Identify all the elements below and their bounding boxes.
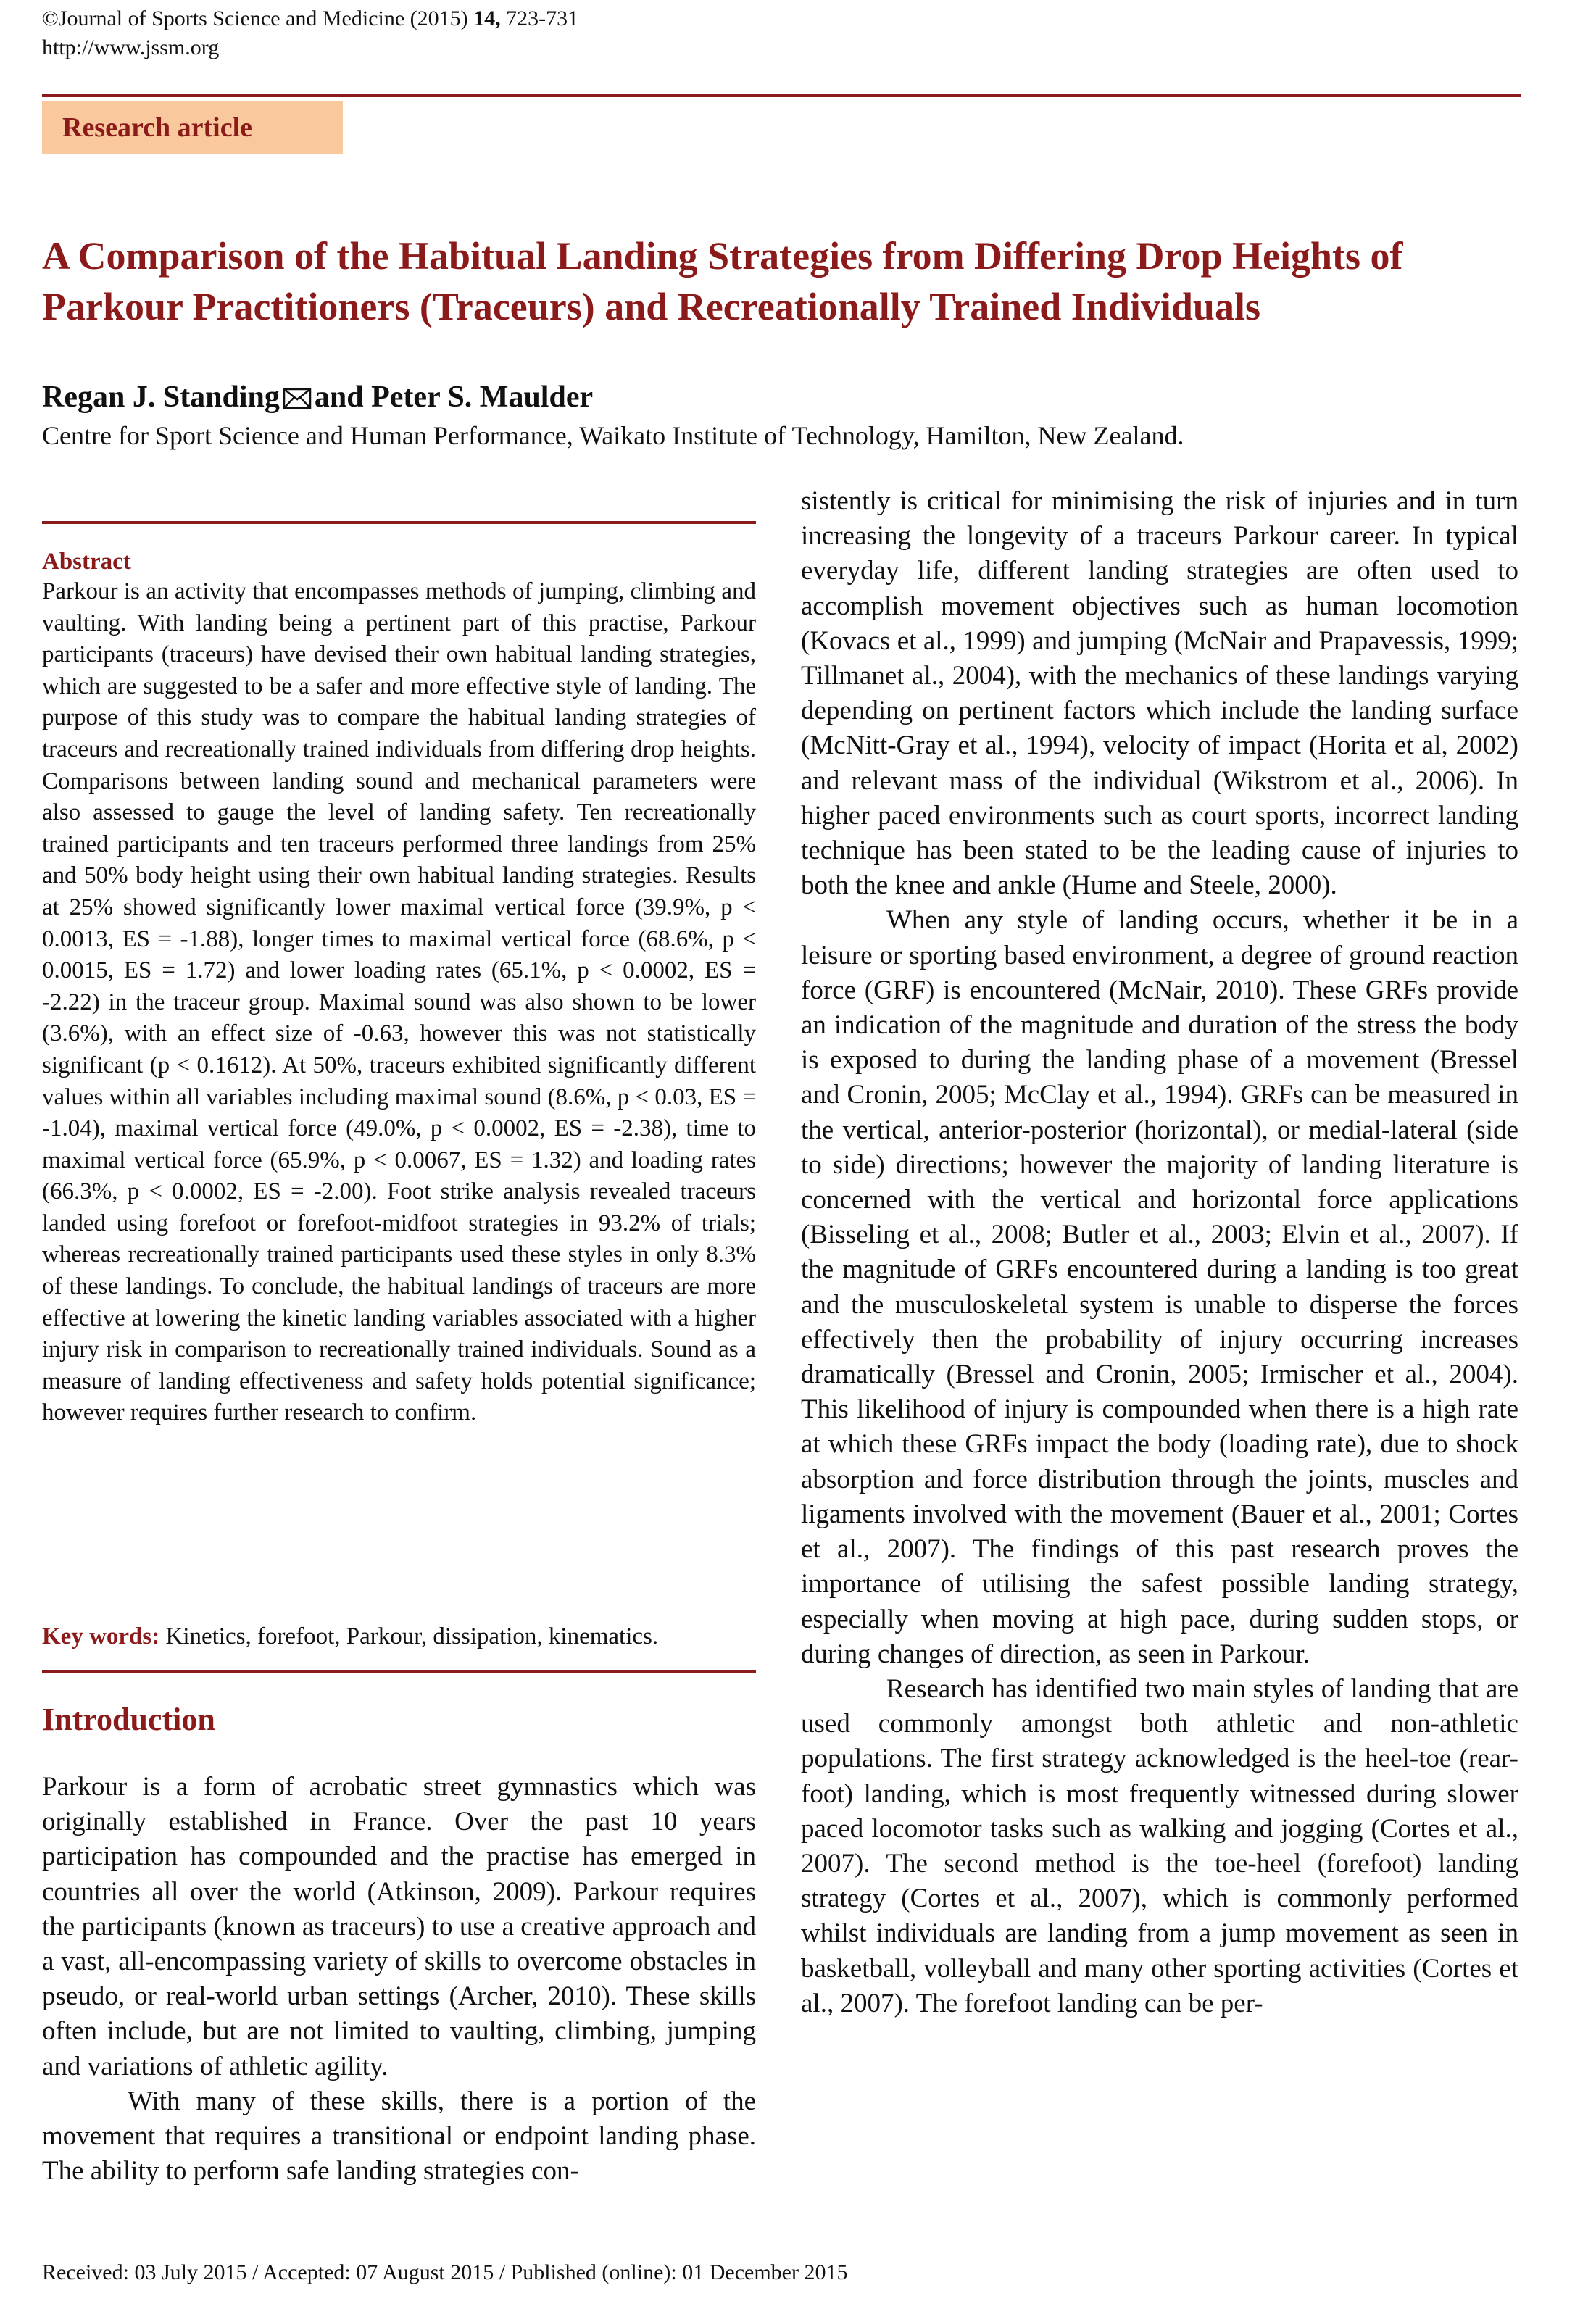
co-author: and Peter S. Maulder [314, 380, 594, 414]
keywords [42, 1621, 756, 1652]
envelope-icon[interactable] [283, 381, 312, 419]
journal-volume: 14, [473, 7, 501, 30]
keywords-label: Key words: [42, 1623, 160, 1649]
paragraph: sistently is critical for minimising the risk of injuries and in turn increasing the longevity of a traceurs Parkour career. In typical everyday life, different landing strategies are often used to accomplish movement objectives such as human locomotion (Kovacs et al., 1999) and jumping (McNair and Prapavessis, 1999; Tillmanet al., 2004), with the mechanics of these landings varying depending on pertinent factors which include the landing surface (McNitt-Gray et al., 1994), velocity of impact (Horita et al, 2002) and relevant mass of the individual (Wikstrom et al., 2006). In higher paced environments such as court sports, incorrect landing technique has been stated to be the leading cause of injuries to both the knee and ankle (Hume and Steele, 2000). [801, 486, 1518, 901]
abstract-top-divider [42, 521, 756, 524]
paragraph: Research has identified two main styles of landing that are used commonly amongst both athletic and non-athletic populations. The first strategy acknowledged is the heel-toe (rear-foot) landing, which is most frequently witnessed during slower paced locomotor tasks such as walking and jogging (Cortes et al., 2007). The second method is the toe-heel (forefoot) landing strategy (Cortes et al., 2007), which is commonly performed whilst individuals are landing from a jump movement as seen in basketball, volleyball and many other sporting activities (Cortes et al., 2007). The forefoot landing can be per- [801, 1673, 1518, 2018]
paper-title: A Comparison of the Habitual Landing Strategies from Differing Drop Heights of Parkour Practitioners (Traceurs) and Recreationally Trained Individuals [42, 234, 1403, 328]
paragraph: With many of these skills, there is a portion of the movement that requires a transitional or endpoint landing phase. The ability to perform safe landing strategies con- [42, 2086, 756, 2186]
introduction-heading: Introduction [42, 1702, 215, 1737]
article-type-badge: Research article [42, 101, 343, 154]
journal-url[interactable]: http://www.jssm.org [42, 36, 220, 59]
introduction-body [42, 1770, 756, 2189]
publication-dates: Received: 03 July 2015 / Accepted: 07 August 2015 / Published (online): 01 December 2015 [42, 2260, 848, 2284]
journal-citation [42, 6, 578, 32]
author-list [42, 378, 593, 419]
paragraph: Parkour is a form of acrobatic street gymnastics which was originally established in France. Over the past 10 years participation has compounded and the practise has emerged in countries all over the world (Atkinson, 2009). Parkour requires the participants (known as traceurs) to use a creative approach and a vast, all-encompassing variety of skills to overcome obstacles in pseudo, or real-world urban settings (Archer, 2010). These skills often include, but are not limited to vaulting, climbing, jumping and variations of athletic agility. [42, 1772, 756, 2081]
keywords-text: Kinetics, forefoot, Parkour, dissipation, kinematics. [159, 1623, 659, 1649]
abstract-body: Parkour is an activity that encompasses methods of jumping, climbing and vaulting. With landing being a pertinent part of this practise, Parkour participants (traceurs) have devised their own habitual landing strategies, which are suggested to be a safer and more effective style of landing. The purpose of this study was to compare the habitual landing strategies of traceurs and recreationally trained individuals from differing drop heights. Comparisons between landing sound and mechanical parameters were also assessed to gauge the level of landing safety. Ten recreationally trained participants and ten traceurs performed three landings from 25% and 50% body height using their own habitual landing strategies. Results at 25% showed significantly lower maximal vertical force (39.9%, p < 0.0013, ES = -1.88), longer times to maximal vertical force (68.6%, p < 0.0015, ES = 1.72) and lower loading rates (65.1%, p < 0.0002, ES = -2.22) in the traceur group. Maximal sound was also shown to be lower (3.6%), with an effect size of -0.63, however this was not statistically significant (p < 0.1612). At 50%, traceurs exhibited significantly different values within all variables including maximal sound (8.6%, p < 0.03, ES = -1.04), maximal vertical force (49.0%, p < 0.0002, ES = -2.38), time to maximal vertical force (65.9%, p < 0.0067, ES = 1.32) and loading rates (66.3%, p < 0.0002, ES = -2.00). Foot strike analysis revealed traceurs landed using forefoot or forefoot-midfoot strategies in 93.2% of trials; whereas recreationally trained participants used these styles in only 8.3% of these landings. To conclude, the habitual landings of traceurs are more effective at lowering the kinetic landing variables associated with a higher injury risk in comparison to recreationally trained individuals. Sound as a measure of landing effectiveness and safety holds potential significance; however requires further research to confirm. [42, 578, 756, 1426]
abstract-heading: Abstract [42, 549, 131, 575]
journal-pages: 723-731 [500, 7, 579, 30]
header-divider [42, 94, 1521, 97]
paragraph: When any style of landing occurs, whether it be in a leisure or sporting based environment, a degree of ground reaction force (GRF) is encountered (McNair, 2010). These GRFs provide an indication of the magnitude and duration of the stress the body is exposed to during the landing phase of a movement (Bressel and Cronin, 2005; McClay et al., 1994). GRFs can be measured in the vertical, anterior-posterior (horizontal), or medial-lateral (side to side) directions; however the majority of landing literature is concerned with the vertical and horizontal force applications (Bisseling et al., 2008; Butler et al., 2003; Elvin et al., 2007). If the magnitude of GRFs encountered during a landing is too great and the musculoskeletal system is unable to disperse the forces effectively then the probability of injury occurring increases dramatically (Bressel and Cronin, 2005; Irmischer et al., 2004). This likelihood of injury is compounded when there is a high rate at which these GRFs impact the body (loading rate), due to shock absorption and force distribution through the joints, muscles and ligaments involved with the movement (Bauer et al., 2001; Cortes et al., 2007). The findings of this past research proves the importance of utilising the safest possible landing strategy, especially when moving at high pace, during sudden stops, or during changes of direction, as seen in Parkour. [801, 905, 1518, 1669]
introduction-continued [801, 484, 1518, 2021]
journal-name: ©Journal of Sports Science and Medicine (2015) [42, 7, 474, 30]
affiliation: Centre for Sport Science and Human Performance, Waikato Institute of Technology, Hamilton, New Zealand. [42, 421, 1184, 450]
first-author: Regan J. Standing [42, 380, 280, 414]
abstract-bottom-divider [42, 1670, 756, 1673]
